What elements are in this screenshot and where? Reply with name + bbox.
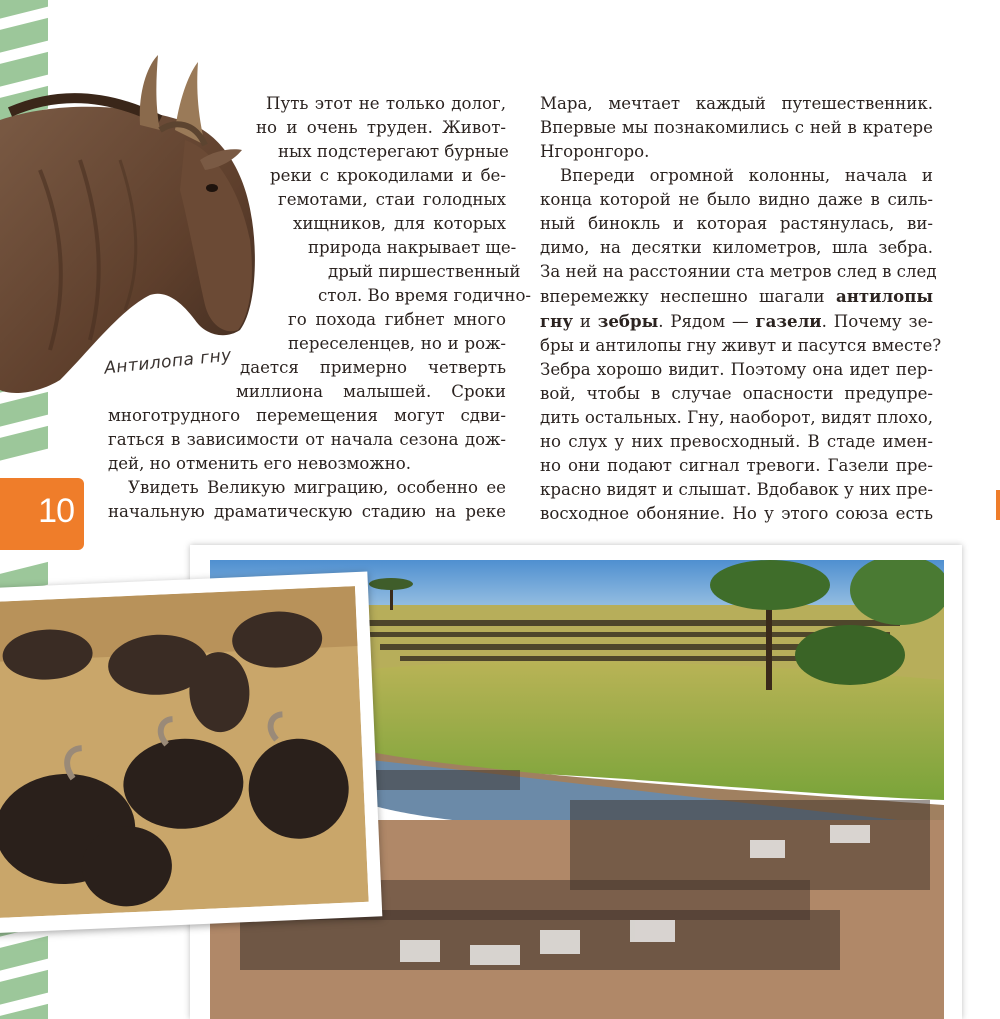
text-line: бры и антилопы гну живут и пасутся вместе? — [540, 336, 942, 355]
text-line: дей, но отменить его невозможно. — [108, 454, 412, 473]
text-line: вперемежку неспешно шагали антилопы — [540, 286, 933, 306]
text-line: миллиона малышей. Сроки — [236, 382, 506, 401]
text-line: дается примерно четверть — [240, 358, 506, 377]
text-line: Мара, мечтает каждый путешественник. — [540, 94, 933, 113]
text-line: Путь этот не только долог, — [266, 94, 506, 113]
wildebeest-herd-photo — [0, 586, 369, 918]
text-line: гну и зебры. Рядом — газели. Почему зе- — [540, 311, 934, 331]
text-line: Зебра хорошо видит. Поэтому она идет пер- — [540, 360, 933, 379]
text-line: Увидеть Великую миграцию, особенно ее — [128, 478, 506, 497]
text-line: многотрудного перемещения могут сдви- — [108, 406, 506, 425]
text-line: но слух у них превосходный. В стаде имен- — [540, 432, 933, 451]
stripe-band — [0, 965, 48, 1008]
text-line: гаться в зависимости от начала сезона дож- — [108, 430, 506, 449]
text-line: Нгоронгоро. — [540, 142, 650, 161]
text-line: ных подстерегают бурные — [278, 142, 509, 161]
text-line: красно видят и слышат. Вдобавок у них пре- — [540, 480, 933, 499]
text-line: го похода гибнет много — [288, 310, 506, 329]
text-line: вой, чтобы в случае опасности предупре- — [540, 384, 933, 403]
bold-term: антилопы — [835, 286, 933, 306]
text-line: но и очень труден. Живот- — [256, 118, 506, 137]
text-column-right — [540, 92, 942, 526]
text-line: За ней на расстоянии ста метров след в след — [540, 262, 937, 281]
text-line: реки с крокодилами и бе- — [270, 166, 506, 185]
text-line: конца которой не было видно даже в силь- — [540, 190, 933, 209]
bold-term: зебры — [597, 311, 659, 331]
text-line: дрый пиршественный — [328, 262, 521, 281]
text-line: восходное обоняние. Но у этого союза есть — [540, 504, 933, 523]
text-line: Впервые мы познакомились с ней в кратере — [540, 118, 933, 137]
text-line: димо, на десятки километров, шла зебра. — [540, 238, 933, 257]
photo-frame-grazing — [0, 572, 382, 934]
page-number-tab — [0, 478, 84, 550]
stripe-band — [0, 421, 48, 464]
text-line: но они подают сигнал тревоги. Газели пре- — [540, 456, 933, 475]
text-line: переселенцев, но и рож- — [288, 334, 506, 353]
text-line: хищников, для которых — [293, 214, 506, 233]
text-line: гемотами, стаи голодных — [278, 190, 506, 209]
right-edge-tab — [996, 490, 1000, 520]
bold-term: гну — [540, 311, 573, 331]
text-line: Впереди огромной колонны, начала и — [560, 166, 933, 185]
illustration-caption: Антилопа гну — [103, 345, 233, 379]
text-line: ный бинокль и которая растянулась, ви- — [540, 214, 933, 233]
page-number: 10 — [38, 492, 74, 530]
text-column-left — [108, 92, 532, 524]
stripe-band — [0, 931, 48, 974]
text-line: дить остальных. Гну, наоборот, видят плохо, — [540, 408, 933, 427]
text-line: природа накрывает ще- — [308, 238, 517, 257]
text-line: начальную драматическую стадию на реке — [108, 502, 506, 521]
text-line: стол. Во время годично- — [318, 286, 532, 305]
bold-term: газели — [755, 311, 822, 331]
